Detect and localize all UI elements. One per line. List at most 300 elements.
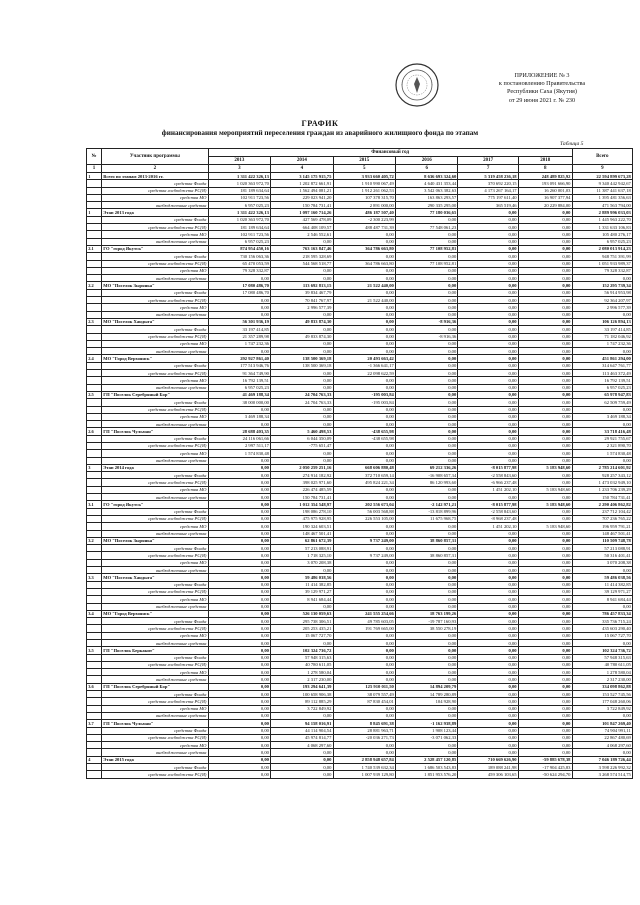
row-participant: средства госбюджета РС(Я) [102, 297, 209, 304]
row-number [87, 457, 102, 464]
row-year-value: 488 487 731,39 [333, 224, 395, 231]
row-year-value: 0,00 [396, 494, 458, 501]
row-year-value: 218 595 328,69 [271, 253, 333, 260]
row-number [87, 238, 102, 245]
appendix-line: ПРИЛОЖЕНИЕ № 3 [514, 72, 570, 79]
row-year-value: 0,00 [518, 654, 572, 661]
row-year-value: 0,00 [208, 654, 270, 661]
row-year-value: 0,00 [396, 297, 458, 304]
row-year-value: 3 722 849,92 [271, 705, 333, 712]
row-year-value: 0,00 [396, 362, 458, 369]
row-number [87, 603, 102, 610]
row-year-value: 0,00 [458, 297, 518, 304]
row-year-value: 0,00 [518, 224, 572, 231]
row-participant: средства госбюджета РС(Я) [102, 625, 209, 632]
row-year-value: 0,00 [518, 216, 572, 223]
row-year-value: 0,00 [208, 669, 270, 676]
row-participant: Этап 2013 года [102, 209, 209, 216]
row-year-value: 0,00 [396, 282, 458, 289]
row-total-value: 57 213 088,91 [572, 545, 632, 552]
row-year-value: 0,00 [518, 588, 572, 595]
row-year-value: 292 927 861,40 [208, 355, 270, 362]
row-year-value: 77 108 952,81 [396, 260, 458, 267]
row-year-value: 1 451 202,10 [458, 486, 518, 493]
row-year-value: 0,00 [208, 749, 270, 756]
row-year-value: 0,00 [458, 683, 518, 690]
row-year-value: 1 908 123,44 [396, 727, 458, 734]
row-year-value: 0,00 [518, 742, 572, 749]
table-row [87, 720, 633, 727]
row-year-value: 0,00 [208, 515, 270, 522]
row-year-value: 0,00 [518, 640, 572, 647]
row-year-value: 0,00 [518, 669, 572, 676]
row-year-value: 0,00 [518, 705, 572, 712]
row-participant: средства МО [102, 194, 209, 201]
row-year-value: 0,00 [458, 742, 518, 749]
row-number [87, 275, 102, 282]
row-year-value: 57 948 315,63 [271, 654, 333, 661]
row-year-value: 91 364 749,90 [208, 370, 270, 377]
row-year-value: 0,00 [208, 508, 270, 515]
row-year-value: 0,00 [458, 282, 518, 289]
row-total-value: 2 785 214 601,92 [572, 464, 632, 471]
row-year-value: -438 655,98 [333, 435, 395, 442]
row-year-value: 0,00 [458, 661, 518, 668]
row-number [87, 202, 102, 209]
row-year-value: -775 651,47 [271, 442, 333, 449]
row-year-value: 1 686 503 543,83 [396, 764, 458, 771]
row-year-value: 0,00 [208, 720, 270, 727]
row-year-value: 0,00 [208, 625, 270, 632]
table-row [87, 318, 633, 325]
row-year-value: 0,00 [458, 705, 518, 712]
row-year-value: 21 522 440,00 [333, 282, 395, 289]
table-row [87, 523, 633, 530]
row-participant: ГП "Поселок Чульман" [102, 428, 209, 435]
row-year-value: 0,00 [271, 275, 333, 282]
row-year-value: 0,00 [208, 705, 270, 712]
row-year-value: 0,00 [271, 749, 333, 756]
row-number [87, 640, 102, 647]
row-total-value: 928 257 343,12 [572, 472, 632, 479]
row-year-value: 39 834 467,79 [271, 289, 333, 296]
row-year-value: 1 311 422 326,13 [208, 209, 270, 216]
row-total-value: 1 473 032 949,10 [572, 479, 632, 486]
row-year-value: 0,00 [518, 661, 572, 668]
row-participant: внебюджетные средства [102, 676, 209, 683]
row-year-value: 0,00 [396, 742, 458, 749]
row-year-value: 0,00 [458, 749, 518, 756]
row-participant: средства МО [102, 596, 209, 603]
row-participant: внебюджетные средства [102, 384, 209, 391]
row-year-value: 1 278 580,04 [271, 669, 333, 676]
row-year-value: 0,00 [458, 348, 518, 355]
header-index: 9 [572, 165, 632, 173]
row-year-value: 24 704 763,33 [271, 399, 333, 406]
row-year-value: 4 173 267 164,17 [458, 187, 518, 194]
row-number [87, 289, 102, 296]
row-year-value: 0,00 [458, 224, 518, 231]
row-total-value: 3 268 574 514,75 [572, 771, 632, 778]
row-participant: средства госбюджета РС(Я) [102, 588, 209, 595]
row-number [87, 515, 102, 522]
row-year-value: 0,00 [333, 304, 395, 311]
row-participant: средства Фонда [102, 654, 209, 661]
row-year-value: 102 911 723,56 [208, 194, 270, 201]
row-year-value: 0,00 [333, 275, 395, 282]
table-row [87, 326, 633, 333]
row-number [87, 727, 102, 734]
row-year-value: -50 624 294,70 [518, 771, 572, 778]
row-participant: средства госбюджета РС(Я) [102, 406, 209, 413]
row-year-value: 668 606 880,48 [333, 464, 395, 471]
header-fin-year: Финансовый год [208, 149, 572, 157]
row-year-value: 79 328 332,87 [208, 267, 270, 274]
row-year-value: 0,00 [208, 632, 270, 639]
row-total-value: 74 904 991,11 [572, 727, 632, 734]
row-year-value: 0,00 [458, 698, 518, 705]
row-year-value: 49 785 603,05 [333, 618, 395, 625]
row-year-value: 0,00 [518, 618, 572, 625]
header-index: 2 [102, 165, 209, 173]
row-year-value: 0,00 [208, 618, 270, 625]
row-year-value: 0,00 [396, 581, 458, 588]
row-year-value: 0,00 [518, 348, 572, 355]
document-subtitle: финансирования мероприятий переселения граждан из аварийного жилищного фонда по этапам [161, 129, 479, 137]
row-year-value: 0,00 [208, 275, 270, 282]
row-year-value: 0,00 [458, 567, 518, 574]
row-year-value: 0,00 [518, 333, 572, 340]
row-participant: внебюджетные средства [102, 275, 209, 282]
row-year-value: 0,00 [458, 370, 518, 377]
row-year-value: 198 086 278,10 [271, 508, 333, 515]
header-total: Всего [572, 149, 632, 165]
row-year-value: 0,00 [458, 435, 518, 442]
table-row [87, 603, 633, 610]
table-row [87, 494, 633, 501]
row-year-value: 365 519,46 [458, 202, 518, 209]
table-row [87, 727, 633, 734]
row-year-value: 191 769 665,00 [333, 625, 395, 632]
row-year-value: 100 658 906,38 [271, 691, 333, 698]
row-number [87, 370, 102, 377]
row-year-value: 150 784 731,41 [271, 202, 333, 209]
row-year-value: 0,00 [208, 530, 270, 537]
row-total-value: 0,00 [572, 421, 632, 428]
row-total-value: 471 563 794,00 [572, 202, 632, 209]
row-participant: средства МО [102, 340, 209, 347]
row-year-value: 0,00 [396, 267, 458, 274]
row-total-value: 786 457 833,34 [572, 610, 632, 617]
row-year-value: 0,00 [518, 698, 572, 705]
row-year-value: 0,00 [271, 450, 333, 457]
row-year-value: 0,00 [518, 297, 572, 304]
table-row [87, 187, 633, 194]
row-year-value: 0,00 [208, 683, 270, 690]
table-row [87, 610, 633, 617]
financing-table [86, 148, 633, 779]
row-year-value: 181 189 634,64 [208, 224, 270, 231]
row-total-value: 196 959 791,21 [572, 523, 632, 530]
row-year-value: 475 975 928,95 [271, 515, 333, 522]
row-year-value: 0,00 [518, 260, 572, 267]
row-year-value: 0,00 [396, 486, 458, 493]
row-total-value: 11 387 441 637,18 [572, 187, 632, 194]
row-total-value: 1 051 933 989,37 [572, 260, 632, 267]
row-year-value: 0,00 [458, 413, 518, 420]
row-year-value: 40 780 611,05 [271, 661, 333, 668]
row-year-value: 56 003 568,88 [333, 508, 395, 515]
row-number: 2.4 [87, 355, 102, 362]
row-total-value: 6 957 025,23 [572, 238, 632, 245]
row-number [87, 421, 102, 428]
row-year-value: 0,00 [271, 384, 333, 391]
row-year-value: 190 324 603,51 [271, 523, 333, 530]
row-year-value: 0,00 [208, 574, 270, 581]
row-year-value: 65 470 053,59 [208, 260, 270, 267]
row-number: 3.1 [87, 501, 102, 508]
row-year-value: 0,00 [458, 457, 518, 464]
row-total-value: 0,00 [572, 311, 632, 318]
row-year-value: 0,00 [208, 552, 270, 559]
row-participant: Этап 2015 года [102, 756, 209, 763]
row-year-value: 0,00 [271, 712, 333, 719]
table-row [87, 224, 633, 231]
row-number [87, 406, 102, 413]
row-year-value: 0,00 [518, 559, 572, 566]
table-row [87, 457, 633, 464]
row-year-value: 102 911 723,56 [208, 231, 270, 238]
row-year-value: 205 253 435,21 [271, 625, 333, 632]
row-year-value: 0,00 [333, 581, 395, 588]
row-participant: внебюджетные средства [102, 494, 209, 501]
row-total-value: 1 574 830,48 [572, 450, 632, 457]
row-year-value: 0,00 [396, 370, 458, 377]
row-year-value: 290 335 295,00 [396, 202, 458, 209]
row-year-value: 20 493 663,42 [333, 355, 395, 362]
row-year-value: 0,00 [458, 333, 518, 340]
row-year-value: -8 015 877,98 [458, 501, 518, 508]
appendix-line: к постановлению Правительства [498, 80, 586, 88]
row-year-value: 0,00 [396, 253, 458, 260]
header-participant: Участник программы [102, 149, 209, 165]
row-year-value: 0,00 [271, 377, 333, 384]
row-year-value: 21 357 289,98 [208, 333, 270, 340]
table-row [87, 734, 633, 741]
row-number [87, 311, 102, 318]
row-year-value: 710 669 626,90 [458, 756, 518, 763]
table-row [87, 311, 633, 318]
row-number [87, 362, 102, 369]
row-year-value: 0,00 [396, 457, 458, 464]
row-year-value: 0,00 [396, 384, 458, 391]
row-year-value: 5 183 948,60 [518, 523, 572, 530]
row-year-value: 0,00 [518, 596, 572, 603]
row-year-value: 0,00 [518, 515, 572, 522]
row-year-value: 38 860 857,31 [396, 552, 458, 559]
row-participant: средства МО [102, 304, 209, 311]
row-year-value: 370 692 220,15 [458, 180, 518, 187]
row-year-value: 3 145 175 915,75 [271, 173, 333, 180]
table-row [87, 355, 633, 362]
row-participant: средства Фонда [102, 618, 209, 625]
row-year-value: 177 513 946,76 [208, 362, 270, 369]
row-year-value: 2 528 457 120,85 [396, 756, 458, 763]
row-year-value: 41 469 188,34 [208, 391, 270, 398]
row-year-value: 44 114 904,54 [271, 727, 333, 734]
row-year-value: 241 555 254,66 [333, 610, 395, 617]
row-year-value: 0,00 [518, 238, 572, 245]
row-number [87, 253, 102, 260]
row-year-value: 0,00 [396, 304, 458, 311]
row-number: 2.5 [87, 391, 102, 398]
row-total-value: 22 867 480,69 [572, 734, 632, 741]
row-total-value: 3 469 188,34 [572, 413, 632, 420]
row-participant: МО "Поселок Зырянка" [102, 282, 209, 289]
table-row [87, 501, 633, 508]
table-row [87, 515, 633, 522]
row-year-value: 364 786 663,80 [333, 260, 395, 267]
row-year-value: 0,00 [396, 574, 458, 581]
row-year-value: 0,00 [518, 647, 572, 654]
row-year-value: 0,00 [271, 567, 333, 574]
row-year-value: 0,00 [396, 676, 458, 683]
table-row [87, 267, 633, 274]
row-participant: МО "Поселок Хандыга" [102, 318, 209, 325]
row-year-value: 0,00 [333, 384, 395, 391]
row-year-value: 0,00 [518, 326, 572, 333]
row-year-value: 0,00 [396, 348, 458, 355]
table-row [87, 391, 633, 398]
row-number: 2.6 [87, 428, 102, 435]
row-participant: средства госбюджета РС(Я) [102, 661, 209, 668]
row-year-value: 0,00 [333, 530, 395, 537]
row-year-value: 0,00 [333, 377, 395, 384]
row-year-value: 0,00 [458, 545, 518, 552]
row-year-value: 0,00 [518, 676, 572, 683]
row-year-value: 2 997 511,17 [208, 442, 270, 449]
row-year-value: 0,00 [333, 318, 395, 325]
row-total-value: 3 070 208,38 [572, 559, 632, 566]
row-year-value: 0,00 [518, 734, 572, 741]
row-year-value: 0,00 [333, 749, 395, 756]
row-year-value: 24 116 061,66 [208, 435, 270, 442]
row-year-value: 2 546 552,61 [271, 231, 333, 238]
row-total-value: 4 068 297,60 [572, 742, 632, 749]
row-year-value: -2 142 971,21 [396, 501, 458, 508]
row-year-value: 0,00 [271, 756, 333, 763]
row-number [87, 479, 102, 486]
row-number [87, 486, 102, 493]
row-participant: средства Фонда [102, 764, 209, 771]
row-year-value: 0,00 [518, 311, 572, 318]
row-year-value: -6 966 237,48 [458, 479, 518, 486]
table-row [87, 406, 633, 413]
row-year-value: -195 003,84 [333, 399, 395, 406]
row-year-value: 0,00 [333, 421, 395, 428]
row-total-value: 0,00 [572, 603, 632, 610]
row-participant: средства госбюджета РС(Я) [102, 442, 209, 449]
row-participant: МО "Город Верхоянск" [102, 355, 209, 362]
row-total-value: 65 978 947,83 [572, 391, 632, 398]
appendix-block [452, 72, 632, 105]
row-year-value: 0,00 [208, 567, 270, 574]
table-row [87, 370, 633, 377]
row-year-value: 6 957 025,23 [208, 202, 270, 209]
header-year: 2018 [518, 157, 572, 165]
row-total-value: 57 948 315,63 [572, 654, 632, 661]
row-year-value: 0,00 [396, 712, 458, 719]
row-total-value: 0,00 [572, 640, 632, 647]
row-number [87, 442, 102, 449]
row-year-value: 0,00 [396, 231, 458, 238]
row-total-value: 1 445 963 222,70 [572, 216, 632, 223]
header-index: 4 [271, 165, 333, 173]
row-total-value: 0,00 [572, 275, 632, 282]
row-total-value: 0,00 [572, 712, 632, 719]
row-total-value: 1 233 706 239,29 [572, 486, 632, 493]
row-year-value: 0,00 [396, 450, 458, 457]
row-year-value: 104 928,90 [396, 698, 458, 705]
row-year-value: 0,00 [396, 391, 458, 398]
table-row [87, 698, 633, 705]
row-year-value: 0,00 [458, 640, 518, 647]
row-year-value: 0,00 [333, 559, 395, 566]
table-row [87, 173, 633, 180]
row-participant: средства МО [102, 413, 209, 420]
row-year-value: 138 500 369,18 [271, 355, 333, 362]
row-year-value: 0,00 [396, 640, 458, 647]
table-row [87, 756, 633, 763]
row-year-value: 0,00 [518, 691, 572, 698]
table-row [87, 450, 633, 457]
row-year-value: 14 789 280,89 [396, 691, 458, 698]
row-participant: средства госбюджета РС(Я) [102, 370, 209, 377]
row-year-value: -13 818 899,96 [396, 508, 458, 515]
row-total-value: 150 784 731,41 [572, 494, 632, 501]
row-year-value: 0,00 [208, 727, 270, 734]
table-row [87, 537, 633, 544]
row-year-value: 0,00 [271, 340, 333, 347]
row-year-value: 0,00 [271, 457, 333, 464]
row-year-value: 1 020 363 972,70 [208, 180, 270, 187]
row-total-value: 7 046 189 726,44 [572, 756, 632, 763]
row-year-value: 0,00 [208, 596, 270, 603]
row-participant: средства госбюджета РС(Я) [102, 698, 209, 705]
row-participant: средства МО [102, 231, 209, 238]
row-year-value: 0,00 [396, 406, 458, 413]
row-year-value: 5 183 948,60 [518, 501, 572, 508]
row-number [87, 567, 102, 574]
row-total-value: 152 295 739,34 [572, 282, 632, 289]
row-year-value: 2 891 000,00 [333, 202, 395, 209]
row-number [87, 676, 102, 683]
row-year-value: 16 907 377,94 [518, 194, 572, 201]
row-participant: средства МО [102, 450, 209, 457]
row-participant: средства госбюджета РС(Я) [102, 552, 209, 559]
row-participant: ГО "город Якутск" [102, 245, 209, 252]
row-participant: внебюджетные средства [102, 311, 209, 318]
row-year-value: 0,00 [333, 567, 395, 574]
table-row [87, 676, 633, 683]
row-year-value: 0,00 [208, 581, 270, 588]
row-year-value: 0,00 [208, 421, 270, 428]
row-year-value: 0,00 [396, 705, 458, 712]
row-participant: средства Фонда [102, 216, 209, 223]
row-participant: МО "Поселок Зырянка" [102, 537, 209, 544]
row-year-value: 5 183 948,60 [518, 464, 572, 471]
row-year-value: 0,00 [518, 413, 572, 420]
